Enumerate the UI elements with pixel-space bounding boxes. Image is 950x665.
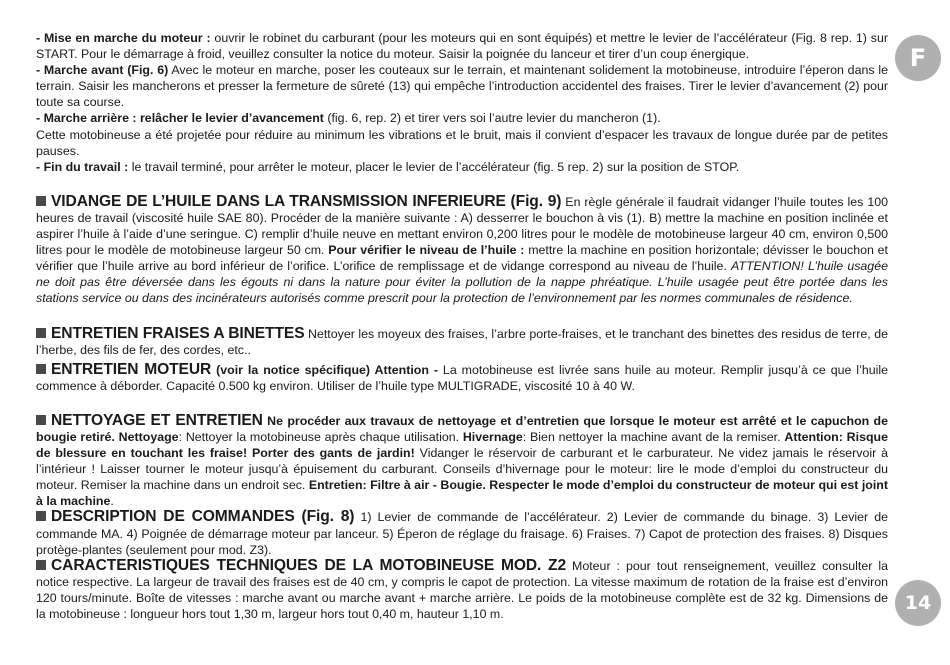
oil-change-text: En règle générale il faudrait vidanger l’huile toutes les 100 heures de travail (viscosité huile SAE 80). Procéder de la manière suivante : A) desserrer le bouchon à vis (1). B) mettre la machine en position inclinée et aspirer l’huile à l’aide d’une seringue. C) remplir d’huile neuve en mettant environ 0,200 litres pour le modèle de motobineuse largeur 40 cm, environ 0,500 litres pour le modèle de motobineuse largeur 50 cm. bbox=[36, 194, 888, 258]
square-bullet-icon bbox=[36, 196, 46, 206]
wintering-text: : Bien nettoyer la machine avant de la remiser. bbox=[522, 429, 785, 444]
start-engine-text: ouvrir le robinet du carburant (pour les moteurs qui en sont équipés) et mettre le levier de l’accélérateur (Fig. 8 rep. 1) sur START. Pour le démarrage à froid, veuillez consulter la notice du moteur. Saisir la poignée du lanceur et tirer d’un coup énergique. bbox=[36, 31, 888, 62]
section-engine-maintenance bbox=[36, 362, 888, 394]
maintenance-note: Entretien: Filtre à air - Bougie. Respecter le mode d’emploi du constructeur de moteur qui est joint à la machine bbox=[36, 478, 888, 509]
oil-warning: ATTENTION! L’huile usagée ne doit pas être déversée dans les égouts ni dans la nature pour éviter la pollution de la nappe phréatique. L’huile usagée peut être portée dans les stations service ou dans des incinérateurs autorisés comme prescrit pour la protection de l’environnement par les normes communales de résidence. bbox=[36, 259, 888, 306]
square-bullet-icon bbox=[36, 560, 46, 570]
section-controls bbox=[36, 509, 888, 557]
maintenance-end: . bbox=[110, 494, 114, 509]
specifications-heading: CARACTERISTIQUES TECHNIQUES DE LA MOTOBINEUSE MOD. Z2 bbox=[51, 556, 567, 574]
intro-forward bbox=[36, 62, 888, 110]
intro-reverse bbox=[36, 110, 888, 126]
reverse-label: - Marche arrière : relâcher le levier d’avancement bbox=[36, 111, 324, 126]
square-bullet-icon bbox=[36, 511, 46, 521]
tines-heading: ENTRETIEN FRAISES A BINETTES bbox=[51, 324, 305, 342]
document-body bbox=[36, 30, 888, 622]
language-badge: F bbox=[895, 35, 941, 81]
oil-level-label: Pour vérifier le niveau de l’huile : bbox=[328, 243, 525, 258]
controls-text: 1) Levier de commande de l’accélérateur. 2) Levier de commande du binage. 3) Levier de commande MA. 4) Poignée de démarrage moteur par lanceur. 5) Éperon de réglage du fraisage. 6) Fraises. 7) Capot de protection des fraises. 8) Disques protège-plantes (seulement pour mod. Z3). bbox=[36, 510, 888, 557]
specifications-text: Moteur : pour tout renseignement, veuillez consulter la notice respective. La largeur de travail des fraises est de 40 cm, y compris le capot de protection. La vitesse maximum de rotation de la fraise est d’environ 120 tours/minute. Boîte de vitesses : marche avant ou marche avant + marche arrière. Le poids de la motobineuse complète est de 32 kg. Dimensions de la motobineuse : longueur hors tout 1,30 m, largeur hors tout 0,40 m, hauteur 1,10 m. bbox=[36, 558, 888, 621]
start-engine-label: - Mise en marche du moteur : bbox=[36, 31, 211, 45]
section-specifications bbox=[36, 558, 888, 622]
section-tines-maintenance bbox=[36, 326, 888, 358]
page-number-badge: 14 bbox=[895, 580, 941, 626]
engine-text: La motobineuse est livrée sans huile au moteur. Remplir jusqu’à ce que l’huile commence à déborder. Capacité 0.500 kg environ. Utiliser de l’huile type MULTIGRADE, viscosité 10 à 40 W. bbox=[36, 362, 888, 393]
intro-end-work bbox=[36, 159, 888, 175]
injury-warning: Attention: Risque de blessure en touchant les fraise! Porter des gants de jardin! bbox=[36, 429, 888, 461]
square-bullet-icon bbox=[36, 415, 46, 425]
engine-attention: (voir la notice spécifique) Attention - bbox=[211, 362, 438, 377]
forward-text: Avec le moteur en marche, poser les couteaux sur le terrain, et maintenant solidement la motobineuse, introduire l’éperon dans le terrain. Saisir les mancherons et presser la fermeture de sûreté (13) qui empêche l’introduction accidentel des fraises. Tirer le levier d’avancement (2) pour toute sa course. bbox=[36, 63, 888, 110]
cleaning-heading: NETTOYAGE ET ENTRETIEN bbox=[51, 411, 263, 429]
engine-heading: ENTRETIEN MOTEUR bbox=[51, 360, 212, 378]
cleaning-warning: Ne procéder aux travaux de nettoyage et d’entretien que lorsque le moteur est arrêté et le capuchon de bougie retiré. Nettoyage bbox=[36, 413, 888, 444]
intro-vibration: Cette motobineuse a été projetée pour réduire au minimum les vibrations et le bruit, mais il convient d’espacer les travaux de longue durée par de petites pauses. bbox=[36, 127, 888, 158]
oil-level-text: mettre la machine en position horizontale; dévisser le bouchon et vérifier que l’huile arrive au bord inférieur de l’orifice. L’orifice de remplissage et de vidange correspond au niveau de l’huile. bbox=[36, 243, 888, 274]
intro-start-engine bbox=[36, 30, 888, 62]
tines-text: Nettoyer les moyeux des fraises, l’arbre porte-fraises, et le tranchant des binettes des residus de terre, de l’herbe, des fils de fer, des cordes, etc.. bbox=[36, 326, 888, 357]
end-work-label: - Fin du travail : bbox=[36, 159, 129, 174]
end-work-text: le travail terminé, pour arrêter le moteur, placer le levier de l’accélérateur (fig. 5 rep. 2) sur la position de STOP. bbox=[128, 159, 740, 174]
section-oil-change bbox=[36, 194, 888, 307]
wintering-details: Vidanger le réservoir de carburant et le carburateur. Ne videz jamais le réservoir à l’intérieur ! Laisser tourner le moteur jusqu’à épuisement du carburant. Conseils d’hivernage pour le moteur: lire le mode d’emploi du constructeur du moteur. Remiser la machine dans un endroit sec. bbox=[36, 446, 889, 493]
oil-change-heading: VIDANGE DE L’HUILE DANS LA TRANSMISSION INFERIEURE (Fig. 9) bbox=[51, 192, 562, 210]
reverse-text: (fig. 6, rep. 2) et tirer vers soi l’autre levier du mancheron (1). bbox=[323, 111, 661, 126]
cleaning-text: : Nettoyer la motobineuse après chaque utilisation. bbox=[178, 429, 463, 444]
forward-label: - Marche avant (Fig. 6) bbox=[36, 63, 169, 78]
square-bullet-icon bbox=[36, 364, 46, 374]
square-bullet-icon bbox=[36, 328, 46, 338]
controls-heading: DESCRIPTION DE COMMANDES (Fig. 8) bbox=[51, 508, 355, 526]
section-cleaning bbox=[36, 413, 888, 510]
wintering-label: Hivernage bbox=[462, 429, 523, 444]
